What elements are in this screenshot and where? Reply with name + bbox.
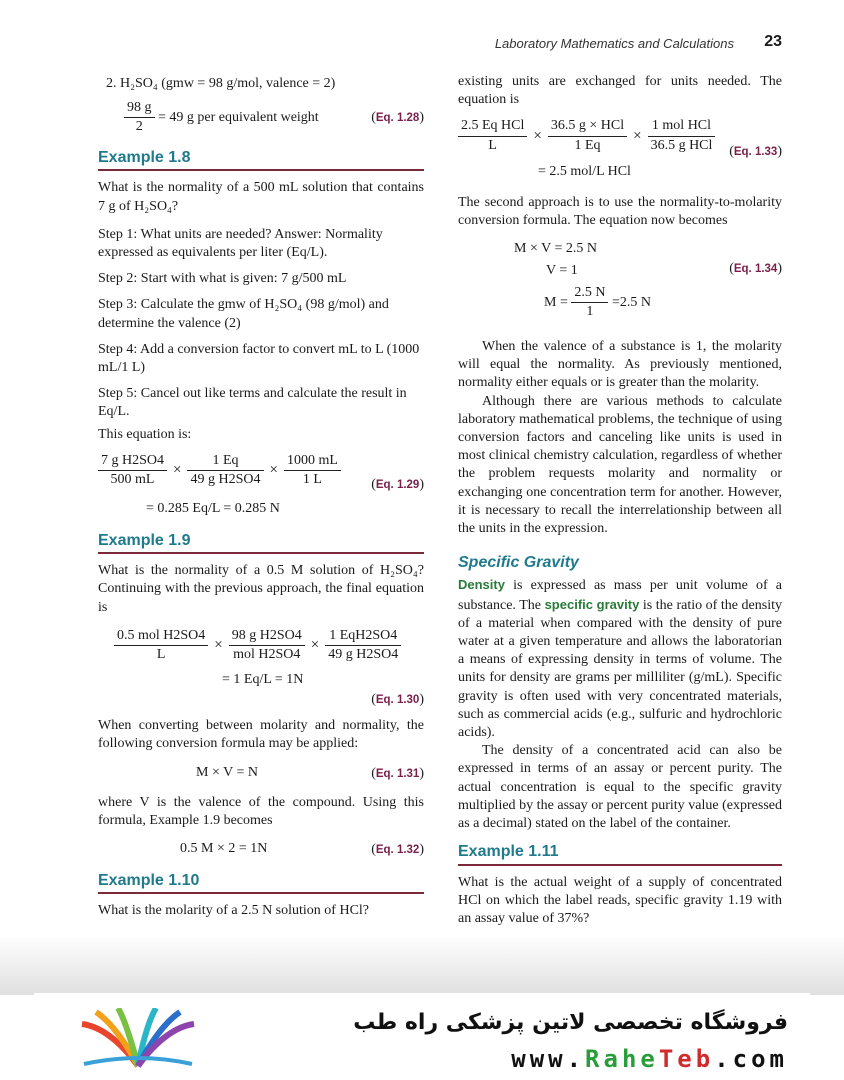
step-3: Step 3: Calculate the gmw of H₂SO₄ (98 g/mol) and determine the valence (2): [98, 297, 389, 331]
book-logo-icon: [78, 1008, 198, 1074]
eq-1-30: $\frac{\text{0.5 mol H2SO4}}{L}$ × $\frac{\text{98 g H2SO4}}{\text{mol H2SO4}}$ × $\frac{\text{1 EqH2SO4}}{\text{49 g H2SO4}}$: [114, 627, 424, 671]
lead-text: This equation is:: [98, 426, 192, 442]
second-approach-paragraph: The second approach is to use the normality-to-molarity conversion formula. The equation now becomes: [458, 194, 782, 228]
valence-paragraph: where V is the valence of the compound. Using this formula, Example 1.9 becomes: [98, 794, 424, 828]
eq-label: Eq. 1.31: [375, 767, 420, 780]
running-header: Laboratory Mathematics and Calculations: [494, 36, 734, 51]
right-column: [458, 73, 782, 928]
eq-label: Eq. 1.30: [375, 694, 420, 707]
step-4: Step 4: Add a conversion factor to convert mL to L (1000 mL/1 L): [98, 341, 420, 376]
divider: [98, 892, 424, 894]
continued-paragraph: existing units are exchanged for units needed. The equation is: [458, 74, 782, 108]
example-1-11-title: Example 1.11: [458, 843, 559, 861]
example-1-9-question: What is the normality of a 0.5 M solution of H₂SO₄? Continuing with the previous approach, the final equation is: [98, 563, 424, 615]
eq-1-29-result: = 0.285 Eq/L = 0.285 N: [146, 500, 280, 516]
methods-paragraph: Although there are various methods to calculate laboratory mathematical problems, the technique of using conversion factors and canceling like units is used in most clinical chemistry calculation, regardless of whether the problem requests molarity and normality or exchanging one concentration term for another. However, it is necessary to recall the interrelationship between all the units in the expression.: [458, 393, 782, 537]
eq-label: Eq. 1.28: [375, 112, 420, 125]
eq-1-30-result: = 1 Eq/L = 1N: [222, 671, 304, 687]
left-column: 2. H₂SO₄ (gmw = 98 g/mol, valence = 2) $\frac{98 g}{2}$ = 49 g per equivalent weight (Eq. 1.28) Example 1.8 What is the normality of a 500 mL solution that contains 7 g of H₂SO₄? Step 1: What units are needed? Answer: Normality expressed as equivalents per liter (Eq/L). Step 2: Start with what is given: 7 g/500 mL Step 3: Calculate the gmw of H₂SO₄ (98 g/mol) and determine the valence (2) Step 4: Add a conversion factor to convert mL to L (1000 mL/1 L) Step 5: Cancel out like terms and calculate the result in Eq/L. This equation is: $\frac{\text{7 g H2SO4}}{500 mL}$ × $\frac{1 Eq}{\text{49 g H2SO4}}$ × $\frac{1000 mL}{1 L}$ (Eq. 1.29) = 0.285 Eq/L = 0.285 N Example 1.9 What is the normality of a 0.5 M solution of H₂SO₄? Continuing with the previous approach, the final equation is $\frac{\text{0.5 mol H2SO4}}{L}$ × $\frac{\text{98 g H2SO4}}{\text{mol H2SO4}}$ × $\frac{\text{1 EqH2SO4}}{\text{49 g H2SO4}}$ = 1 Eq/L = 1N (Eq. 1.30) When converting between molarity and normality, the following conversion formula may be applied: M × V = N (Eq. 1.31) where V is the valence of the compound. Using this formula, Example 1.9 becomes 0.5 M × 2 = 1N (Eq. 1.32) Example 1.10 What is the molarity of a 2.5 N solution of HCl?: [98, 75, 424, 920]
eq-1-28: $\frac{98 g}{2}$ = 49 g per equivalent weight (Eq. 1.28): [124, 99, 424, 139]
keyword-density: Density: [458, 577, 505, 593]
example-1-8-title: Example 1.8: [98, 149, 191, 167]
specific-gravity-heading: Specific Gravity: [458, 554, 579, 572]
example-1-9-title: Example 1.9: [98, 532, 191, 550]
store-name: فروشگاه تخصصی لاتین پزشکی راه طب: [353, 1010, 788, 1035]
item-2: 2. H₂SO₄ (gmw = 98 g/mol, valence = 2): [106, 76, 336, 91]
valence-molarity-paragraph: When the valence of a substance is 1, the molarity will equal the normality. As previously mentioned, normality either equals or is greater than the molarity.: [458, 339, 782, 391]
divider: [98, 169, 424, 171]
specific-gravity-paragraph: Density is expressed as mass per unit volume of a substance. The specific gravity is the ratio of the density of a material when compared with the density of pure water at a given temperature and allows the laboratorian a means of expressing density in terms of volume. The units for density are grams per milliliter (g/mL). Specific gravity is often used with very concentrated materials, such as commercial acids (e.g., sulfuric and hydrochloric acids).: [458, 577, 783, 741]
eq-1-34: M × V = 2.5 N V = 1 M = $\frac{2.5 N}{1}$ =2.5 N (Eq. 1.34): [514, 241, 782, 320]
example-1-10-question: What is the molarity of a 2.5 N solution of HCl?: [98, 903, 370, 919]
eq-1-31: M × V = N (Eq. 1.31): [196, 764, 424, 781]
bottom-fade: [0, 935, 844, 995]
eq-label: Eq. 1.29: [375, 478, 420, 491]
concentrated-acid-paragraph: The density of a concentrated acid can also be expressed in terms of an assay or percent purity. The actual concentration is equal to the specific gravity multiplied by the assay or percent purity value (expressed as a decimal) stated on the label of the container.: [458, 743, 782, 832]
example-1-10-title: Example 1.10: [98, 872, 200, 890]
page-number: 23: [764, 33, 782, 50]
eq-label: Eq. 1.32: [375, 844, 420, 857]
eq-1-29: $\frac{\text{7 g H2SO4}}{500 mL}$ × $\frac{1 Eq}{\text{49 g H2SO4}}$ × $\frac{1000 mL}{1 L}$ (Eq. 1.29): [98, 452, 424, 498]
website-url[interactable]: www.RaheTeb.com: [511, 1045, 788, 1073]
eq-1-33: $\frac{\text{2.5 Eq HCl}}{L}$ × $\frac{\text{36.5 g × HCl}}{1 Eq}$ × $\frac{\text{1 mol HCl}}{\text{36.5 g HCl}}$ (Eq. 1.33): [458, 117, 782, 161]
divider: [458, 864, 782, 866]
eq-label: Eq. 1.34: [733, 263, 778, 276]
eq-1-33-result: = 2.5 mol/L HCl: [538, 164, 631, 180]
example-1-11-question: What is the actual weight of a supply of concentrated HCl on which the label reads, specific gravity 1.19 with an assay value of 37%?: [458, 874, 782, 926]
step-1: Step 1: What units are needed? Answer: Normality expressed as equivalents per liter (Eq/L).: [98, 226, 383, 261]
eq-1-32: 0.5 M × 2 = 1N (Eq. 1.32): [180, 841, 424, 858]
step-2: Step 2: Start with what is given: 7 g/500 mL: [98, 271, 347, 287]
step-5: Step 5: Cancel out like terms and calculate the result in Eq/L.: [98, 386, 407, 420]
eq-label: Eq. 1.33: [733, 146, 778, 159]
divider: [98, 552, 424, 554]
keyword-specific-gravity: specific gravity: [544, 596, 640, 612]
conversion-paragraph: When converting between molarity and normality, the following conversion formula may be applied:: [98, 718, 424, 752]
example-1-8-question: What is the normality of a 500 mL solution that contains 7 g of H₂SO₄?: [98, 180, 424, 214]
